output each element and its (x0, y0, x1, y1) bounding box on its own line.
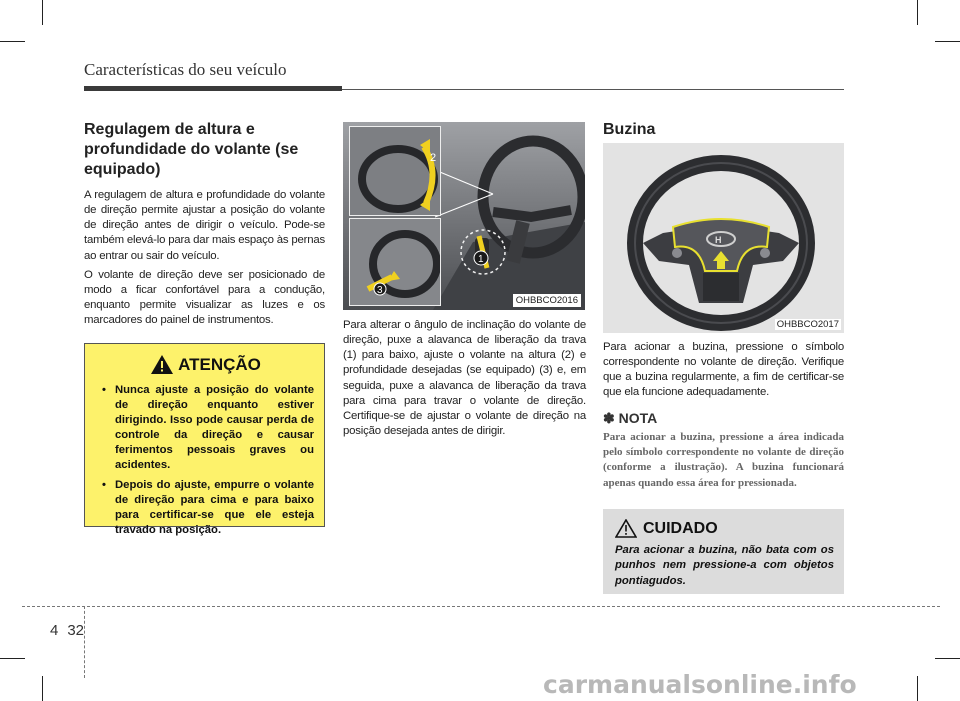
steering-adjust-illustration (343, 122, 585, 310)
svg-text:3: 3 (377, 285, 383, 296)
header-rule-dark (84, 86, 342, 91)
svg-text:H: H (715, 235, 722, 245)
left-column (84, 120, 325, 328)
crop-mark (42, 0, 43, 25)
horn-text-block (603, 340, 844, 491)
caution-triangle-icon (615, 519, 637, 538)
svg-text:2: 2 (430, 152, 437, 164)
note-text: Para acionar a buzina, pressione a área indicada pelo símbolo correspondente no volante de direção (conforme a ilustração). A buzina funcionará apenas quando essa área for pressionada. (603, 430, 844, 489)
crop-mark (42, 676, 43, 701)
warning-header (97, 354, 314, 375)
warning-triangle-icon (150, 354, 174, 375)
paragraph: A regulagem de altura e profundidade do volante de direção permite ajustar a posição do volante de direção antes de dirigir o veículo. Pode-se também elevá-lo para dar mais espaço às pernas ao entrar ou sair do veículo. (84, 189, 325, 262)
section-title-steering-adjust: Regulagem de altura e profundidade do volante (se equipado) (84, 121, 299, 178)
crop-mark (0, 41, 25, 42)
footer-rule (22, 606, 940, 607)
horn-illustration (603, 143, 844, 333)
chapter-number: 4 (50, 622, 59, 639)
inset-height-adjust (349, 126, 441, 216)
crop-mark (0, 658, 25, 659)
crop-mark (935, 41, 960, 42)
watermark[interactable]: carmanualsonline.info (543, 670, 857, 699)
warning-title: ATENÇÃO (178, 354, 261, 374)
caution-box (603, 509, 844, 594)
caution-title: CUIDADO (643, 519, 718, 537)
page-number (50, 622, 84, 639)
paragraph: Para acionar a buzina, pressione o símbolo correspondente no volante de direção. Verifique que a buzina regularmente, a fim de certificar-se que ela funcione adequadamente. (603, 341, 844, 399)
warning-box (84, 343, 325, 537)
right-column (603, 120, 844, 140)
section-title-horn: Buzina (603, 121, 656, 138)
chapter-title: Características do seu veículo (84, 60, 287, 79)
crop-mark (917, 676, 918, 701)
image-code: OHBBCO2017 (776, 319, 839, 330)
crop-mark (935, 658, 960, 659)
paragraph: Para alterar o ângulo de inclinação do volante de direção, puxe a alavanca de liberação da trava (1) para baixo, ajuste o volante na altura (2) e profundidade desejadas (se equipado) (3) e, em seguida, puxe a alavanca de liberação da trava para cima para travar o volante de direção. Certifique-se de ajustar o volante de direção na posição desejada antes de dirigir. (343, 319, 586, 438)
footer-vertical-rule (84, 606, 85, 678)
callout-1: 1 (478, 254, 484, 265)
page-number-value: 32 (67, 622, 85, 639)
steering-wheel-icon (603, 143, 844, 333)
caution-header (615, 519, 834, 538)
image-code: OHBBCO2016 (513, 294, 581, 307)
note-title: ✽ NOTA (603, 409, 658, 426)
warning-item: • Nunca ajuste a posição do volante de direção enquanto estiver dirigindo. Isso pode causar perda de controle da direção e causar ferimentos pessoais graves ou acidentes. (97, 383, 314, 473)
warning-item: • Depois do ajuste, empurre o volante de direção para cima e para baixo para certificar-se que ele esteja travado na posição. (97, 478, 314, 538)
middle-column (343, 318, 586, 439)
paragraph: O volante de direção deve ser posicionado de modo a ficar confortável para a condução, enquanto permite visualizar as luzes e os marcadores do painel de instrumentos. (84, 268, 325, 327)
crop-mark (917, 0, 918, 25)
inset-depth-adjust (349, 218, 441, 306)
caution-text: Para acionar a buzina, não bata com os punhos nem pressione-a com objetos pontiagudos. (615, 544, 834, 587)
header-rule-light (342, 89, 844, 90)
